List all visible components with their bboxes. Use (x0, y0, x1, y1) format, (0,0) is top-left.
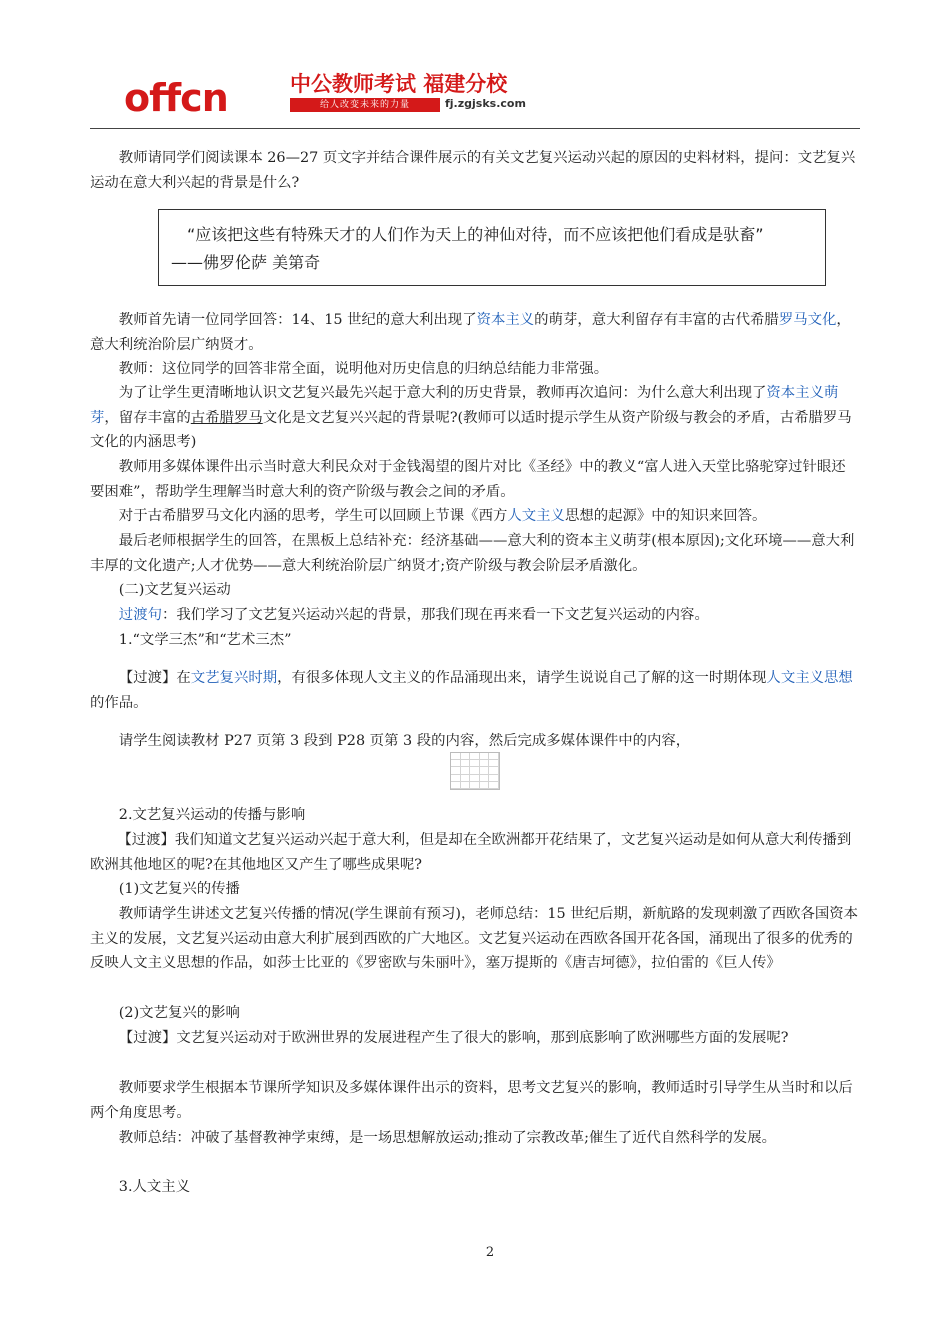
link-humanism[interactable]: 人文主义 (507, 508, 565, 524)
paragraph-spread-transition: 【过渡】我们知道文艺复兴运动兴起于意大利，但是却在全欧洲都开花结果了，文艺复兴运动是如何从意大利传播到欧洲其他地区的呢?在其他地区又产生了哪些成果呢? (90, 832, 852, 873)
paragraph-summary: 最后老师根据学生的回答，在黑板上总结补充：经济基础——意大利的资本主义萌芽(根本原因);文化环境——意大利丰厚的文化遗产;人才优势——意大利统治阶层广纳贤才;资产阶级与教会阶层矛盾激化。 (90, 533, 855, 574)
paragraph-teacher-comment: 教师：这位同学的回答非常全面，说明他对历史信息的归纳总结能力非常强。 (118, 361, 609, 377)
offcn-logo: offcn (124, 76, 228, 120)
link-capitalism[interactable]: 资本主义 (476, 312, 535, 328)
paragraph-spread-detail: 教师请学生讲述文艺复兴传播的情况(学生课前有预习)，老师总结：15 世纪后期，新航路的发现刺激了西欧各国资本主义的发展，文艺复兴运动由意大利扩展到西欧的广大地区。文艺复兴运动在西欧各国开花各国，涌现出了很多的优秀的反映人文主义思想的作品，如莎士比亚的《罗密欧与朱丽叶》，塞万提斯的《唐吉坷德》，拉伯雷的《巨人传》 (90, 906, 859, 971)
quote-text: “应该把这些有特殊天才的人们作为天上的神仙对待，而不应该把他们看成是驮畜” (187, 225, 764, 244)
paragraph-intro: 教师请同学们阅读课本 26—27 页文字并结合课件展示的有关文艺复兴运动兴起的原因的史料材料，提问：文艺复兴运动在意大利兴起的背景是什么? (90, 150, 856, 191)
section-heading-renaissance: (二)文艺复兴运动 (118, 582, 231, 598)
subheading-humanism: 3.人文主义 (118, 1179, 191, 1195)
paragraph-impact-task: 教师要求学生根据本节课所学知识及多媒体课件出示的资料，思考文艺复兴的影响，教师适时引导学生从当时和以后两个角度思考。 (90, 1080, 853, 1121)
quote-attribution: ——佛罗伦萨 美第奇 (171, 253, 321, 272)
underlined-greco-roman: 古希腊罗马 (190, 409, 263, 426)
subheading-three-masters: 1.“文学三杰”和“艺术三杰” (118, 632, 292, 648)
page-header (90, 62, 860, 130)
paragraph-impact-transition: 【过渡】文艺复兴运动对于欧洲世界的发展进程产生了很大的影响，那到底影响了欧洲哪些方面的发展呢? (118, 1030, 789, 1046)
paragraph-answer: 教师首先请一位同学回答：14、15 世纪的意大利出现了资本主义的萌芽，意大利留存有丰富的古代希腊罗马文化，意大利统治阶层广纳贤才。 (90, 312, 851, 353)
brand-slogan: 给人改变未来的力量 (290, 98, 440, 112)
paragraph-reading: 请学生阅读教材 P27 页第 3 段到 P28 页第 3 段的内容，然后完成多媒体课件中的内容， (118, 733, 691, 749)
table-thumbnail (450, 752, 500, 790)
subheading-impact: (2)文艺复兴的影响 (118, 1005, 240, 1021)
link-capitalism-sprout[interactable]: 资本主义萌芽 (90, 385, 839, 426)
subheading-spread-1: (1)文艺复兴的传播 (118, 881, 240, 897)
paragraph-works: 【过渡】在文艺复兴时期，有很多体现人文主义的作品涌现出来，请学生说说自己了解的这一时期体现人文主义思想的作品。 (90, 670, 853, 711)
link-roman-culture[interactable]: 罗马文化 (778, 312, 837, 328)
paragraph-multimedia: 教师用多媒体课件出示当时意大利民众对于金钱渴望的图片对比《圣经》中的教义“富人进入天堂比骆驼穿过针眼还要困难”，帮助学生理解当时意大利的资产阶级与教会之间的矛盾。 (90, 459, 846, 500)
brand-url: fj.zgjsks.com (445, 97, 526, 110)
link-renaissance-period[interactable]: 文艺复兴时期 (190, 670, 278, 686)
brand-name: 中公教师考试 福建分校 (290, 72, 508, 96)
subheading-spread: 2.文艺复兴运动的传播与影响 (118, 807, 306, 823)
paragraph-followup: 为了让学生更清晰地认识文艺复兴最先兴起于意大利的历史背景，教师再次追问：为什么意大利出现了资本主义萌芽，留存丰富的古希腊罗马文化是文艺复兴兴起的背景呢?(教师可以适时提示学生从资产阶级与教会的矛盾，古希腊罗马文化的内涵思考) (90, 385, 852, 450)
link-transition[interactable]: 过渡句 (118, 607, 162, 623)
header-divider (90, 128, 860, 129)
paragraph-review: 对于古希腊罗马文化内涵的思考，学生可以回顾上节课《西方人文主义思想的起源》中的知识来回答。 (118, 508, 767, 524)
quote-box (158, 209, 826, 286)
page-number: 2 (485, 1245, 495, 1260)
link-humanist-thought[interactable]: 人文主义思想 (766, 670, 853, 686)
paragraph-impact-summary: 教师总结：冲破了基督教神学束缚，是一场思想解放运动;推动了宗教改革;催生了近代自然科学的发展。 (118, 1130, 777, 1146)
paragraph-transition: 过渡句：我们学习了文艺复兴运动兴起的背景，那我们现在再来看一下文艺复兴运动的内容。 (118, 607, 709, 623)
